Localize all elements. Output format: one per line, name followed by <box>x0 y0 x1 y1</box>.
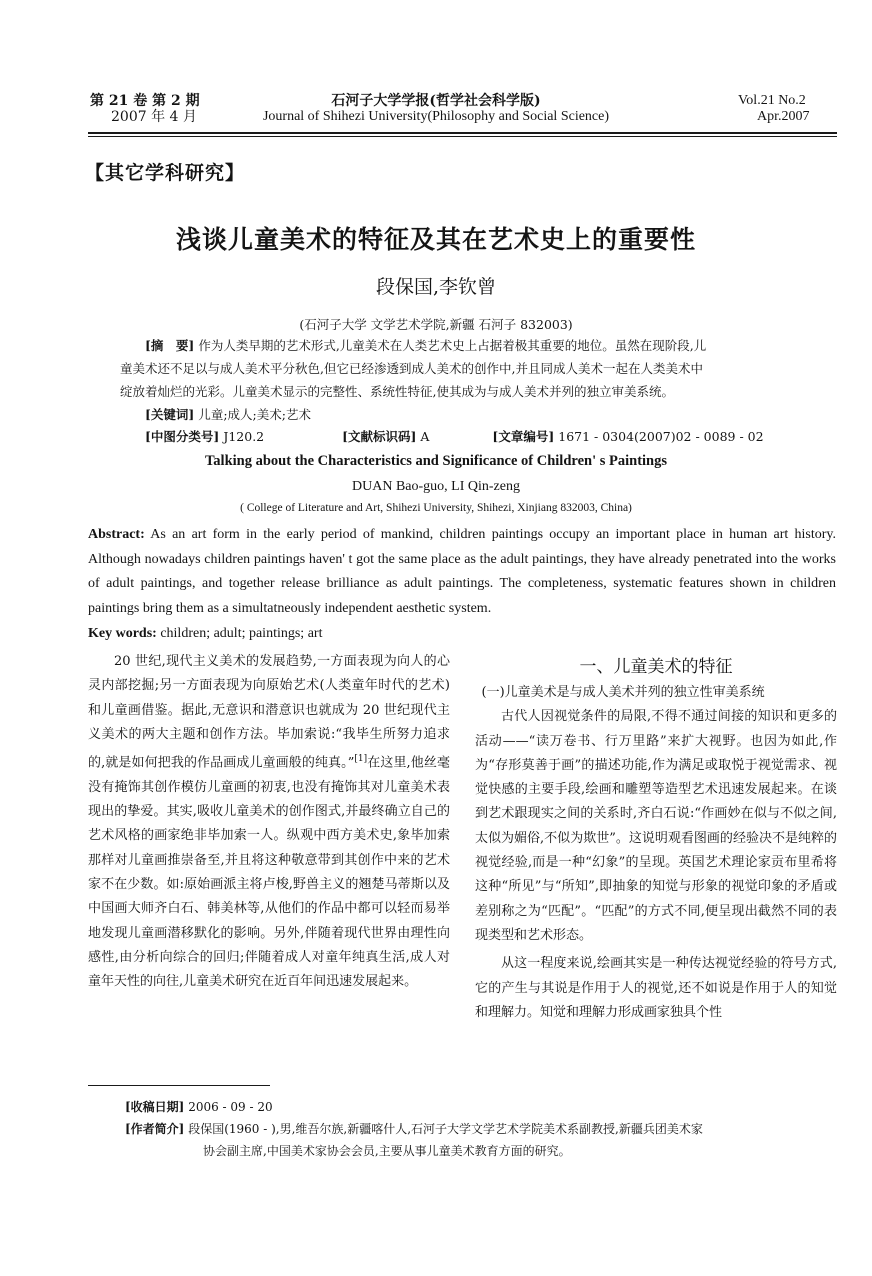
left-paragraph <box>88 650 450 994</box>
header-rule-top <box>88 132 837 134</box>
english-keywords <box>88 622 322 647</box>
abstract-cn-line2: 童美术还不足以与成人美术平分秋色,但它已经渗透到成人美术的创作中,并且同成人美术一起在人类美术中 <box>120 361 703 376</box>
english-authors: DUAN Bao-guo, LI Qin-zeng <box>352 479 520 494</box>
clc-code: J120.2 <box>223 429 265 444</box>
abstract-cn-line1: 作为人类早期的艺术形式,儿童美术在人类艺术史上占据着极其重要的地位。虽然在现阶段,儿 <box>198 338 707 353</box>
article-no-label: [文章编号] <box>492 429 555 444</box>
article-no: 1671 - 0304(2007)02 - 0089 - 02 <box>558 429 764 444</box>
english-abstract-text: As an art form in the early period of mankind, children paintings occupy an important place in human art history. Although nowadays children paintings haven' t got the same place as the adult paintings, they have already penetrated into the works of adult paintings, and together release brilliance as adult paintings. The completeness, systematic features shown in children paintings bring them as a simultatneously independent aesthetic system. <box>88 527 836 616</box>
left-paragraph-part1: 20 世纪,现代主义美术的发展趋势,一方面表现为向人的心灵内部挖掘;另一方面表现为向原始艺术(人类童年时代的艺术)和儿童画借鉴。据此,无意识和潜意识也就成为 20 世纪现代主义美术的两大主题和创作方法。毕加索说:“我毕生所努力追求的,就是如何把我的作品画成儿童画般的纯真。” <box>88 654 450 771</box>
doc-code-label: [文献标识码] <box>342 429 417 444</box>
english-affiliation: ( College of Literature and Art, Shihezi University, Shihezi, Xinjiang 832003, China) <box>240 502 632 514</box>
date-cn: 2007 年 4 月 <box>111 109 197 125</box>
section-heading: 一、儿童美术的特征 <box>579 657 733 677</box>
abstract-cn <box>145 336 810 355</box>
journal-name-en: Journal of Shihezi University(Philosophy and Social Science) <box>262 109 610 124</box>
doc-code: A <box>420 429 430 444</box>
footnote-rule <box>88 1085 270 1086</box>
abstract-cn-line3: 绽放着灿烂的光彩。儿童美术显示的完整性、系统性特征,使其成为与成人美术并列的独立审美系统。 <box>120 384 674 399</box>
journal-name-cn: 石河子大学学报(哲学社会科学版) <box>331 93 541 109</box>
header-rule-bottom <box>88 136 837 137</box>
date-en: Apr.2007 <box>757 109 810 124</box>
english-abstract-label: Abstract: <box>88 527 145 542</box>
classification-line <box>145 427 845 446</box>
volume-issue-cn: 第 21 卷 第 2 期 <box>90 93 200 109</box>
keywords-cn-text: 儿童;成人;美术;艺术 <box>198 407 311 422</box>
right-paragraph-2: 从这一程度来说,绘画其实是一种传达视觉经验的符号方式,它的产生与其说是作用于人的视觉,还不如说是作用于人的知觉和理解力。知觉和理解力形成画家独具个性 <box>475 956 837 1020</box>
english-title: Talking about the Characteristics and Significance of Children' s Paintings <box>204 453 668 469</box>
bio-line1: 段保国(1960 - ),男,维吾尔族,新疆喀什人,石河子大学文学艺术学院美术系副教授,新疆兵团美术家 <box>188 1122 703 1136</box>
english-keywords-label: Key words: <box>88 626 157 641</box>
author-bio-line2: 协会副主席,中国美术家协会会员,主要从事儿童美术教育方面的研究。 <box>203 1144 571 1158</box>
authors: 段保国,李钦曾 <box>375 276 497 298</box>
english-keywords-text: children; adult; paintings; art <box>160 626 323 641</box>
paper-title: 浅谈儿童美术的特征及其在艺术史上的重要性 <box>175 225 696 254</box>
affiliation: (石河子大学 文学艺术学院,新疆 石河子 832003) <box>299 317 573 332</box>
volume-issue-en: Vol.21 No.2 <box>738 93 806 108</box>
citation-ref: [1] <box>354 754 368 765</box>
right-paragraph-1: 古代人因视觉条件的局限,不得不通过间接的知识和更多的活动——“读万卷书、行万里路”来扩大视野。也因为如此,作为“存形莫善于画”的描述功能,作为满足或取悦于视觉需求、视觉快感的主要手段,绘画和雕塑等造型艺术迅速发展起来。在谈到艺术跟现实之间的关系时,齐白石说:“作画妙在似与不似之间,太似为媚俗,不似为欺世”。这说明观看图画的经验决不是纯粹的视觉经验,而是一种“幻象”的呈现。英国艺术理论家贡布里希将这种“所见”与“所知”,即抽象的知觉与形象的视觉印象的矛盾或差别称之为“匹配”。“匹配”的方式不同,便呈现出截然不同的表现类型和艺术形态。 <box>475 709 837 943</box>
section-tag: 【其它学科研究】 <box>85 162 246 184</box>
left-column <box>88 650 450 994</box>
clc-label: [中图分类号] <box>145 429 220 444</box>
abstract-cn-label: [摘 要] <box>145 338 195 353</box>
received-label: [收稿日期] <box>125 1100 185 1114</box>
subheading: (一)儿童美术是与成人美术并列的独立性审美系统 <box>481 685 765 700</box>
keywords-cn-label: [关键词] <box>145 407 195 422</box>
keywords-cn <box>145 405 311 424</box>
bio-label: [作者简介] <box>125 1122 185 1136</box>
right-column <box>475 681 837 1025</box>
received-value: 2006 - 09 - 20 <box>188 1100 273 1114</box>
received-date <box>125 1097 273 1117</box>
author-bio <box>125 1119 840 1139</box>
english-abstract <box>88 523 836 621</box>
left-paragraph-part2: 在这里,他丝毫没有掩饰其创作模仿儿童画的初衷,也没有掩饰其对儿童美术表现出的挚爱。其实,吸收儿童美术的创作图式,并最终确立自己的艺术风格的画家绝非毕加索一人。纵观中西方美术史,象毕加索那样对儿童画推崇备至,并且将这种敬意带到其创作中来的艺术家不在少数。如:原始画派主将卢梭,野兽主义的翘楚马蒂斯以及中国画大师齐白石、韩美林等,从他们的作品中都可以轻而易举地发现儿童画潜移默化的影响。另外,伴随着现代世界由理性向感性,由分析向综合的回归;伴随着成人对童年纯真生活,成人对童年天性的向往,儿童美术研究在近百年间迅速发展起来。 <box>88 755 450 990</box>
